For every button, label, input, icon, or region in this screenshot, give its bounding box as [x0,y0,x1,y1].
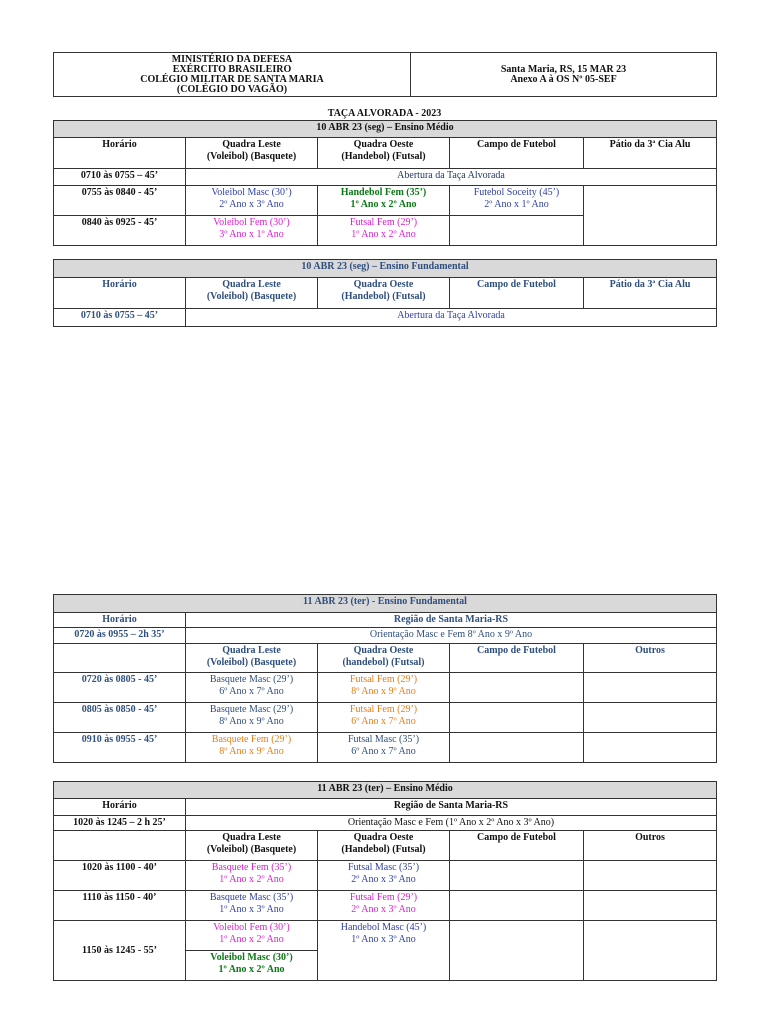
schedule-table-11abr-medio [53,781,717,981]
event-name: Futebol Soceity (45’) [473,187,560,198]
empty-cell [450,861,584,891]
event-teams: 1º Ano x 2º Ano [219,873,284,885]
event-teams: 3º Ano x 1º Ano [219,228,284,240]
event-name: Futsal Masc (35’) [347,734,420,745]
event-teams: 1º Ano x 3º Ano [219,903,284,915]
institution-line: MINISTÉRIO DA DEFESA [171,53,293,65]
column-header: Outros [584,831,717,861]
table-subheader-row [54,613,717,628]
event-name: Futsal Fem (29’) [349,674,418,685]
time-cell: 0720 às 0805 - 45’ [54,673,186,703]
region-header: Região de Santa Maria-RS [186,613,717,628]
event-teams: 2º Ano x 3º Ano [351,903,416,915]
institution-line: (COLÉGIO DO VAGÃO) [176,83,288,95]
event-cell [318,733,450,763]
table-row [54,816,717,831]
table-title: 11 ABR 23 (ter) - Ensino Fundamental [54,595,717,613]
date-line: Santa Maria, RS, 15 MAR 23 [500,63,627,75]
empty-cell [450,733,584,763]
event-teams: 6º Ano x 7º Ano [351,715,416,727]
event-teams: 6º Ano x 7º Ano [351,745,416,757]
event-teams: 1º Ano x 2º Ano [219,933,284,945]
region-header: Região de Santa Maria-RS [186,799,717,816]
column-header: Pátio da 3ª Cia Alu [584,138,717,169]
event-cell [186,861,318,891]
event-cell [318,921,450,981]
event-teams: 1º Ano x 2º Ano [218,963,285,975]
event-cell [186,951,318,981]
empty-cell [584,891,717,921]
event-name: Handebol Masc (45’) [340,922,427,933]
event-teams: 2º Ano x 3º Ano [351,873,416,885]
date-annex-block [411,53,717,97]
event-name: Voleibol Fem (30’) [213,217,290,228]
event-cell [186,733,318,763]
header-line: Quadra Leste [222,139,281,150]
empty-cell [584,921,717,981]
header-line: (handebol) (Futsal) [342,656,425,668]
event-name: Voleibol Masc (30’) [210,952,293,963]
event-name: Voleibol Fem (30’) [213,922,290,933]
table-row [54,169,717,186]
header-line: (Voleibol) (Basquete) [206,843,297,855]
column-header [318,644,450,673]
table-title: 11 ABR 23 (ter) – Ensino Médio [54,782,717,799]
table-header-row [54,138,717,169]
event-cell [186,891,318,921]
header-line: Quadra Oeste [353,279,414,290]
empty-cell [450,703,584,733]
event-teams: 8º Ano x 9º Ano [219,715,284,727]
table-subheader-row [54,799,717,816]
table-row [54,921,717,951]
time-cell: 0805 às 0850 - 45’ [54,703,186,733]
event-teams: 8º Ano x 9º Ano [219,745,284,757]
table-title: 10 ABR 23 (seg) – Ensino Médio [54,121,717,138]
event-name: Basquete Masc (29’) [209,704,294,715]
annex-line: Anexo A à OS Nº 05-SEF [510,73,617,85]
header-line: Quadra Leste [222,645,281,656]
empty-cell [584,733,717,763]
table-row [54,733,717,763]
empty-cell [450,216,584,246]
table-row [54,673,717,703]
time-cell: 0840 às 0925 - 45’ [54,216,186,246]
empty-cell [450,891,584,921]
event-teams: 6º Ano x 7º Ano [219,685,284,697]
event-teams: 2º Ano x 1º Ano [484,198,549,210]
header-line: Quadra Oeste [353,645,414,656]
event-teams: 1º Ano x 2º Ano [350,198,417,210]
table-row [54,186,717,216]
table-row [54,628,717,644]
table-header-row [54,278,717,309]
schedule-table-10abr-fundamental [53,259,717,327]
institution-line: EXÉRCITO BRASILEIRO [172,63,292,75]
header-line: Quadra Oeste [353,139,414,150]
column-header [186,644,318,673]
document-header [53,52,717,97]
event-name: Voleibol Masc (30’) [211,187,292,198]
table-row [54,861,717,891]
time-cell: 1020 às 1100 - 40’ [54,861,186,891]
column-header: Horário [54,613,186,628]
event-cell [318,891,450,921]
column-header: Horário [54,138,186,169]
time-cell: 0710 às 0755 – 45’ [54,309,186,327]
table-row [54,891,717,921]
time-cell: 0720 às 0955 – 2h 35’ [54,628,186,644]
event-cell [318,186,450,216]
schedule-table-10abr-medio [53,120,717,246]
event-teams: 1º Ano x 2º Ano [351,228,416,240]
event-name: Handebol Fem (35’) [340,187,427,198]
column-header: Pátio da 3ª Cia Alu [584,278,717,309]
column-header: Horário [54,799,186,816]
event-cell [186,186,318,216]
event-cell [318,673,450,703]
column-header [186,138,318,169]
event-teams: 8º Ano x 9º Ano [351,685,416,697]
column-header: Campo de Futebol [450,644,584,673]
event-name: Basquete Masc (29’) [209,674,294,685]
event-name: Basquete Fem (29’) [211,734,292,745]
column-header: Campo de Futebol [450,831,584,861]
time-cell: 0755 às 0840 - 45’ [54,186,186,216]
event-cell [186,921,318,951]
empty-cell [450,673,584,703]
document-title: TAÇA ALVORADA - 2023 [327,108,442,119]
header-line: (Voleibol) (Basquete) [206,656,297,668]
empty-cell [584,186,717,246]
header-line: Quadra Leste [222,279,281,290]
empty-cell [584,673,717,703]
time-cell: 1110 às 1150 - 40’ [54,891,186,921]
event-name: Basquete Fem (35’) [211,862,292,873]
event-teams: 1º Ano x 3º Ano [351,933,416,945]
column-header: Campo de Futebol [450,138,584,169]
table-header-row [54,831,717,861]
event-teams: 2º Ano x 3º Ano [219,198,284,210]
institution-line: COLÉGIO MILITAR DE SANTA MARIA [140,73,324,85]
spanning-event-cell: Orientação Masc e Fem (1º Ano x 2º Ano x 3º Ano) [186,816,717,831]
event-name: Futsal Fem (29’) [349,217,418,228]
header-line: Quadra Oeste [353,832,414,843]
event-cell [186,216,318,246]
table-row [54,309,717,327]
time-cell: 1020 às 1245 – 2 h 25’ [54,816,186,831]
empty-cell [54,644,186,673]
column-header [318,831,450,861]
spanning-event-cell: Abertura da Taça Alvorada [186,309,717,327]
event-cell [186,673,318,703]
event-cell [318,216,450,246]
empty-cell [584,703,717,733]
header-line: (Voleibol) (Basquete) [206,150,297,162]
schedule-table-11abr-fundamental [53,594,717,763]
time-cell: 0910 às 0955 - 45’ [54,733,186,763]
column-header [318,278,450,309]
event-cell [318,861,450,891]
column-header: Campo de Futebol [450,278,584,309]
header-line: (Handebol) (Futsal) [341,290,426,302]
empty-cell [450,921,584,981]
column-header [186,278,318,309]
table-header-row [54,644,717,673]
column-header [186,831,318,861]
event-name: Futsal Masc (35’) [347,862,420,873]
column-header [318,138,450,169]
institution-block [54,53,411,97]
empty-cell [584,861,717,891]
event-cell [450,186,584,216]
event-name: Basquete Masc (35’) [209,892,294,903]
table-row [54,703,717,733]
column-header: Horário [54,278,186,309]
spanning-event-cell: Orientação Masc e Fem 8º Ano x 9º Ano [186,628,717,644]
event-name: Futsal Fem (29’) [349,892,418,903]
event-cell [318,703,450,733]
table-title: 10 ABR 23 (seg) – Ensino Fundamental [54,260,717,278]
spanning-event-cell: Abertura da Taça Alvorada [186,169,717,186]
event-cell [186,703,318,733]
empty-cell [54,831,186,861]
time-cell: 1150 às 1245 - 55’ [54,921,186,981]
header-line: (Handebol) (Futsal) [341,150,426,162]
column-header: Outros [584,644,717,673]
header-line: Quadra Leste [222,832,281,843]
event-name: Futsal Fem (29’) [349,704,418,715]
time-cell: 0710 às 0755 – 45’ [54,169,186,186]
header-line: (Voleibol) (Basquete) [206,290,297,302]
header-line: (Handebol) (Futsal) [341,843,426,855]
